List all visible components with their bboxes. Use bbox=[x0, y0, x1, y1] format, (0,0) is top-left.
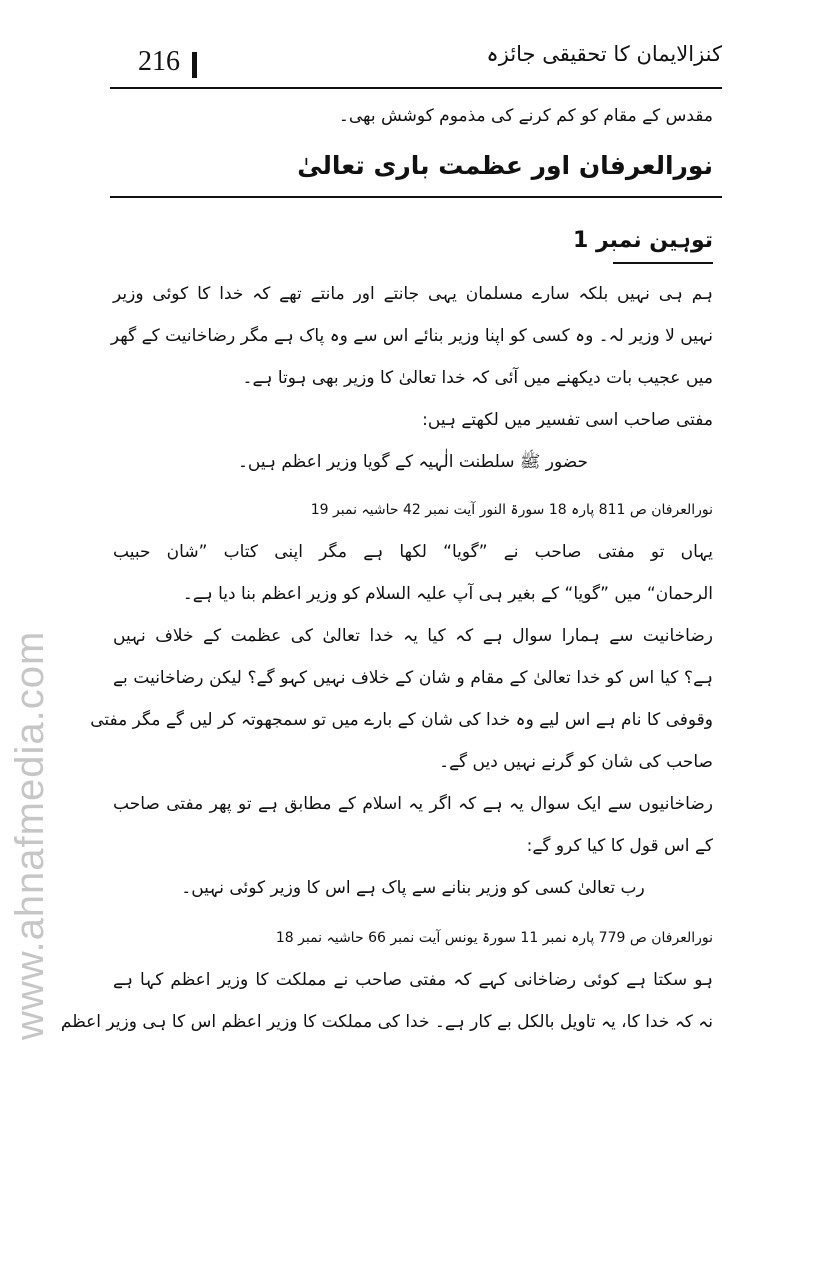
paragraph-line: ہم ہی نہیں بلکہ سارے مسلمان یہی جانتے اور مانتے تھے کہ خدا کا کوئی وزیر bbox=[113, 284, 713, 304]
paragraph-line: ہو سکتا ہے کوئی رضاخانی کہے کہ مفتی صاحب نے مملکت کا وزیر اعظم کہا ہے bbox=[113, 970, 713, 990]
intro-line: مقدس کے مقام کو کم کرنے کی مذموم کوشش بھی۔ bbox=[338, 106, 713, 126]
paragraph-line: نہیں لا وزیر لہ۔ وہ کسی کو اپنا وزیر بنائے اس سے وہ پاک ہے مگر رضاخانیت کے گھر bbox=[110, 326, 713, 346]
page-number: 216 bbox=[138, 46, 180, 77]
subsection-title: توہین نمبر 1 bbox=[572, 228, 713, 253]
section-title-divider bbox=[110, 196, 722, 198]
section-title: نورالعرفان اور عظمت باری تعالیٰ bbox=[297, 151, 713, 180]
running-title: کنزالایمان کا تحقیقی جائزہ bbox=[486, 42, 722, 66]
quote-line: حضور ﷺ سلطنت الٰہیہ کے گویا وزیر اعظم ہیں۔ bbox=[237, 452, 589, 472]
paragraph-line: نہ کہ خدا کا، یہ تاویل بالکل بے کار ہے۔ خدا کی مملکت کا وزیر اعظم اس کا ہی وزیر اعظم bbox=[60, 1012, 713, 1032]
reference-line: نورالعرفان ص 779 پارہ نمبر 11 سورۃ یونس آیت نمبر 66 حاشیہ نمبر 18 bbox=[275, 930, 713, 946]
page-header bbox=[110, 40, 722, 86]
page-number-separator bbox=[192, 52, 197, 78]
paragraph-line: یہاں تو مفتی صاحب نے ”گویا“ لکھا ہے مگر اپنی کتاب ”شان حبیب bbox=[113, 542, 713, 562]
quote-line: رب تعالیٰ کسی کو وزیر بنانے سے پاک ہے اس کا وزیر کوئی نہیں۔ bbox=[181, 878, 645, 898]
subsection-underline bbox=[613, 262, 713, 264]
header-divider bbox=[110, 87, 722, 89]
paragraph-line: وقوفی کا نام ہے اس لیے وہ خدا کی شان کے بارے میں تو سمجھوتہ کر لیں گے مگر مفتی bbox=[90, 710, 713, 730]
paragraph-line: میں عجیب بات دیکھنے میں آئی کہ خدا تعالیٰ کا وزیر بھی ہوتا ہے۔ bbox=[242, 368, 713, 388]
paragraph-line: صاحب کی شان کو گرنے نہیں دیں گے۔ bbox=[439, 752, 713, 772]
paragraph-line: الرحمان“ میں ”گویا“ کے بغیر ہی آپ علیہ السلام کو وزیر اعظم بنا دیا ہے۔ bbox=[182, 584, 713, 604]
paragraph-line: ہے؟ کیا اس کو خدا تعالیٰ کے مقام و شان کے خلاف نہیں کہو گے؟ لیکن رضاخانیت بے bbox=[113, 668, 713, 688]
quote-intro: مفتی صاحب اسی تفسیر میں لکھتے ہیں: bbox=[422, 410, 713, 430]
paragraph-line: رضاخانیت سے ہمارا سوال ہے کہ کیا یہ خدا تعالیٰ کی عظمت کے خلاف نہیں bbox=[113, 626, 713, 646]
reference-line: نورالعرفان ص 811 پارہ 18 سورۃ النور آیت نمبر 42 حاشیہ نمبر 19 bbox=[310, 502, 713, 518]
paragraph-line: رضاخانیوں سے ایک سوال یہ ہے کہ اگر یہ اسلام کے مطابق ہے تو پھر مفتی صاحب bbox=[113, 794, 713, 814]
paragraph-line: کے اس قول کا کیا کرو گے: bbox=[526, 836, 713, 856]
watermark-url: www.ahnafmedia.com bbox=[8, 630, 52, 1040]
